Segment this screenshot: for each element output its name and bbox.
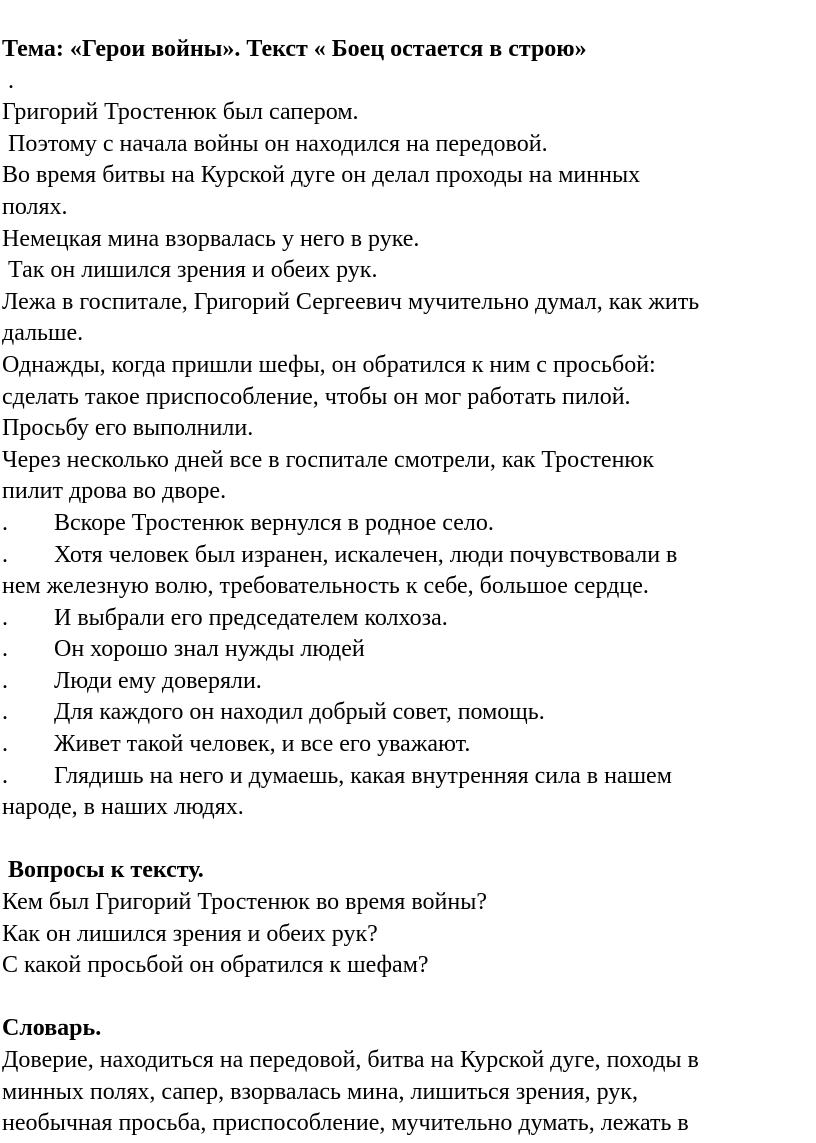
list-item [2, 540, 812, 603]
list-item-continuation: народе, в наших людях. [2, 794, 244, 821]
spacer [2, 982, 812, 1014]
list-item [2, 697, 812, 729]
vocabulary-heading: Словарь. [2, 1015, 102, 1042]
story-line: Через несколько дней все в госпитале смотрели, как Тростенюк [2, 446, 654, 473]
list-item-text: Живет такой человек, и все его уважают. [54, 731, 471, 758]
story-line: Однажды, когда пришли шефы, он обратился к ним с просьбой: [2, 351, 656, 378]
questions-heading: Вопросы к тексту. [2, 857, 204, 884]
list-item-text: Хотя человек был изранен, искалечен, люди почувствовали в [54, 541, 678, 568]
list-item-text: Он хорошо знал нужды людей [54, 636, 365, 663]
story-line: Просьбу его выполнили. [2, 415, 254, 442]
question-item: Как он лишился зрения и обеих рук? [2, 920, 378, 947]
story-line: Так он лишился зрения и обеих рук. [2, 257, 378, 284]
story-line: Лежа в госпитале, Григорий Сергеевич мучительно думал, как жить [2, 288, 700, 315]
story-text [2, 97, 812, 508]
list-item [2, 508, 812, 540]
story-line: сделать такое приспособление, чтобы он мог работать пилой. [2, 383, 631, 410]
story-line: пилит дрова во дворе. [2, 478, 227, 505]
list-item [2, 666, 812, 698]
list-marker: . [2, 731, 8, 758]
story-line: Григорий Тростенюк был сапером. [2, 99, 359, 126]
vocabulary-line: Доверие, находиться на передовой, битва на Курской дуге, походы в [2, 1047, 699, 1073]
story-list [2, 508, 812, 824]
question-item: С какой просьбой он обратился к шефам? [2, 952, 429, 979]
list-marker: . [2, 636, 8, 663]
list-item-text: Вскоре Тростенюк вернулся в родное село. [54, 509, 494, 536]
list-marker: . [2, 541, 8, 568]
document-page [2, 34, 812, 1140]
spacer [2, 824, 812, 856]
list-marker: . [2, 667, 8, 694]
list-item [2, 634, 812, 666]
vocabulary-section [2, 1013, 812, 1139]
list-item [2, 603, 812, 635]
story-line: дальше. [2, 320, 84, 347]
list-item [2, 729, 812, 761]
list-item-text: Люди ему доверяли. [54, 667, 262, 694]
list-item-text: И выбрали его председателем колхоза. [54, 604, 448, 631]
vocabulary-line: минных полях, сапер, взорвалась мина, лишиться зрения, рук, [2, 1078, 638, 1105]
vocabulary-line: необычная просьба, приспособление, мучительно думать, лежать в [2, 1110, 689, 1137]
list-item-text: Глядишь на него и думаешь, какая внутренняя сила в нашем [54, 762, 672, 789]
title-dot: . [2, 67, 14, 94]
list-marker: . [2, 509, 8, 536]
list-item-continuation: нем железную волю, требовательность к себе, большое сердце. [2, 573, 649, 600]
story-line: Немецкая мина взорвалась у него в руке. [2, 225, 420, 252]
story-line: полях. [2, 193, 68, 220]
question-item: Кем был Григорий Тростенюк во время войны? [2, 889, 487, 916]
document-title: Тема: «Герои войны». Текст « Боец остается в строю» [2, 36, 587, 62]
list-marker: . [2, 762, 8, 789]
list-item-text: Для каждого он находил добрый совет, помощь. [54, 699, 545, 726]
story-line: Поэтому с начала войны он находился на передовой. [2, 130, 548, 157]
list-item [2, 761, 812, 824]
list-marker: . [2, 604, 8, 631]
questions-section [2, 855, 812, 981]
list-marker: . [2, 699, 8, 726]
story-line: Во время битвы на Курской дуге он делал проходы на минных [2, 162, 641, 189]
